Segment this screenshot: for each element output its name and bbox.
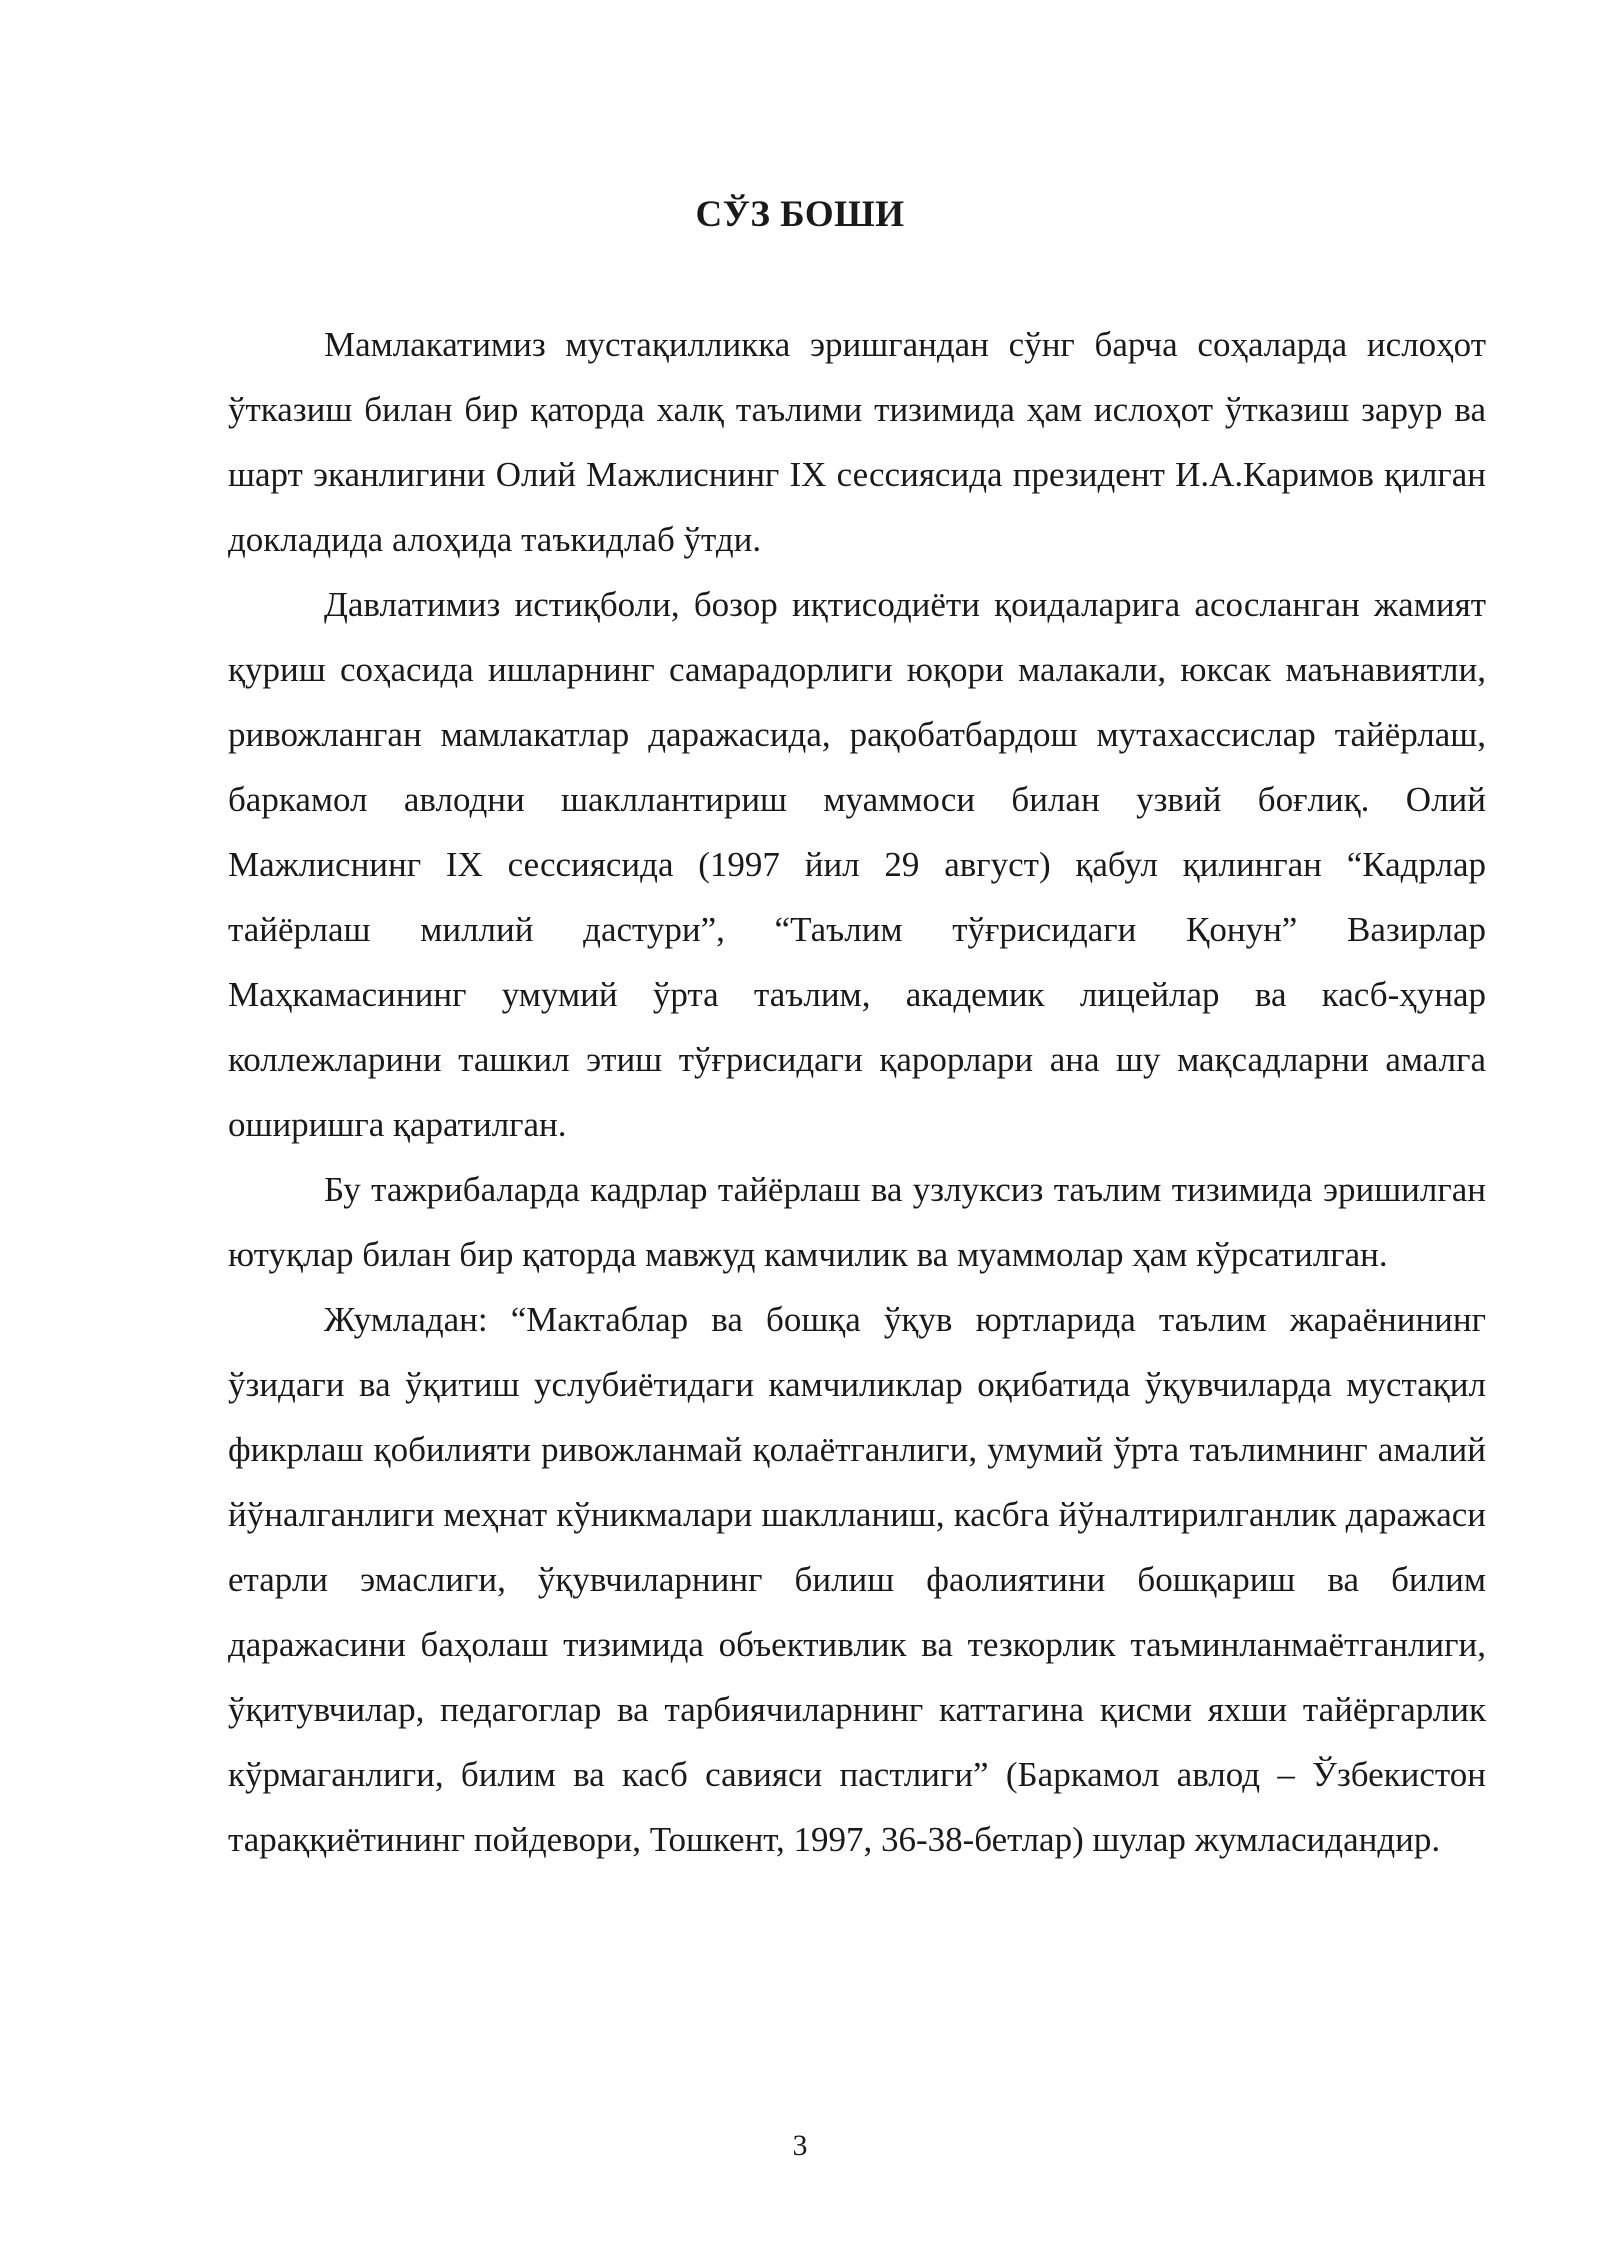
document-body bbox=[228, 312, 1486, 1872]
page-title: СЎЗ БОШИ bbox=[695, 194, 905, 235]
paragraph-2: Давлатимиз истиқболи, бозор иқтисодиёти қоидаларига асосланган жамият қуриш соҳасида ишларнинг самарадорлиги юқори малакали, юксак маънавиятли, ривожланган мамлакатлар даражасида, рақобатбардош мутахассислар тайёрлаш, баркамол авлодни шакллантириш муаммоси билан узвий боғлиқ. Олий Мажлиснинг IX сессиясида (1997 йил 29 август) қабул қилинган “Кадрлар тайёрлаш миллий дастури”, “Таълим тўғрисидаги Қонун” Вазирлар Маҳкамасининг умумий ўрта таълим, академик лицейлар ва касб-ҳунар коллежларини ташкил этиш тўғрисидаги қарорлари ана шу мақсадларни амалга оширишга қаратилган. bbox=[228, 585, 1486, 1144]
paragraph-3: Бу тажрибаларда кадрлар тайёрлаш ва узлуксиз таълим тизимида эришилган ютуқлар билан бир қаторда мавжуд камчилик ва муаммолар ҳам кўрсатилган. bbox=[228, 1170, 1486, 1274]
paragraph-1: Мамлакатимиз мустақилликка эришгандан сўнг барча соҳаларда ислоҳот ўтказиш билан бир қаторда халқ таълими тизимида ҳам ислоҳот ўтказиш зарур ва шарт эканлигини Олий Мажлиснинг IX сессиясида президент И.А.Каримов қилган докладида алоҳида таъкидлаб ўтди. bbox=[228, 325, 1486, 559]
paragraph-4: Жумладан: “Мактаблар ва бошқа ўқув юртларида таълим жараёнининг ўзидаги ва ўқитиш услубиётидаги камчиликлар оқибатида ўқувчиларда мустақил фикрлаш қобилияти ривожланмай қолаётганлиги, умумий ўрта таълимнинг амалий йўналганлиги меҳнат кўникмалари шаклланиш, касбга йўналтирилганлик даражаси етарли эмаслиги, ўқувчиларнинг билиш фаолиятини бошқариш ва билим даражасини баҳолаш тизимида объективлик ва тезкорлик таъминланмаётганлиги, ўқитувчилар, педагоглар ва тарбиячиларнинг каттагина қисми яхши тайёргарлик кўрмаганлиги, билим ва касб савияси пастлиги” (Баркамол авлод – Ўзбекистон тараққиётининг пойдевори, Тошкент, 1997, 36-38-бетлар) шулар жумласидандир. bbox=[228, 1300, 1486, 1859]
page-number: 3 bbox=[792, 2129, 808, 2162]
